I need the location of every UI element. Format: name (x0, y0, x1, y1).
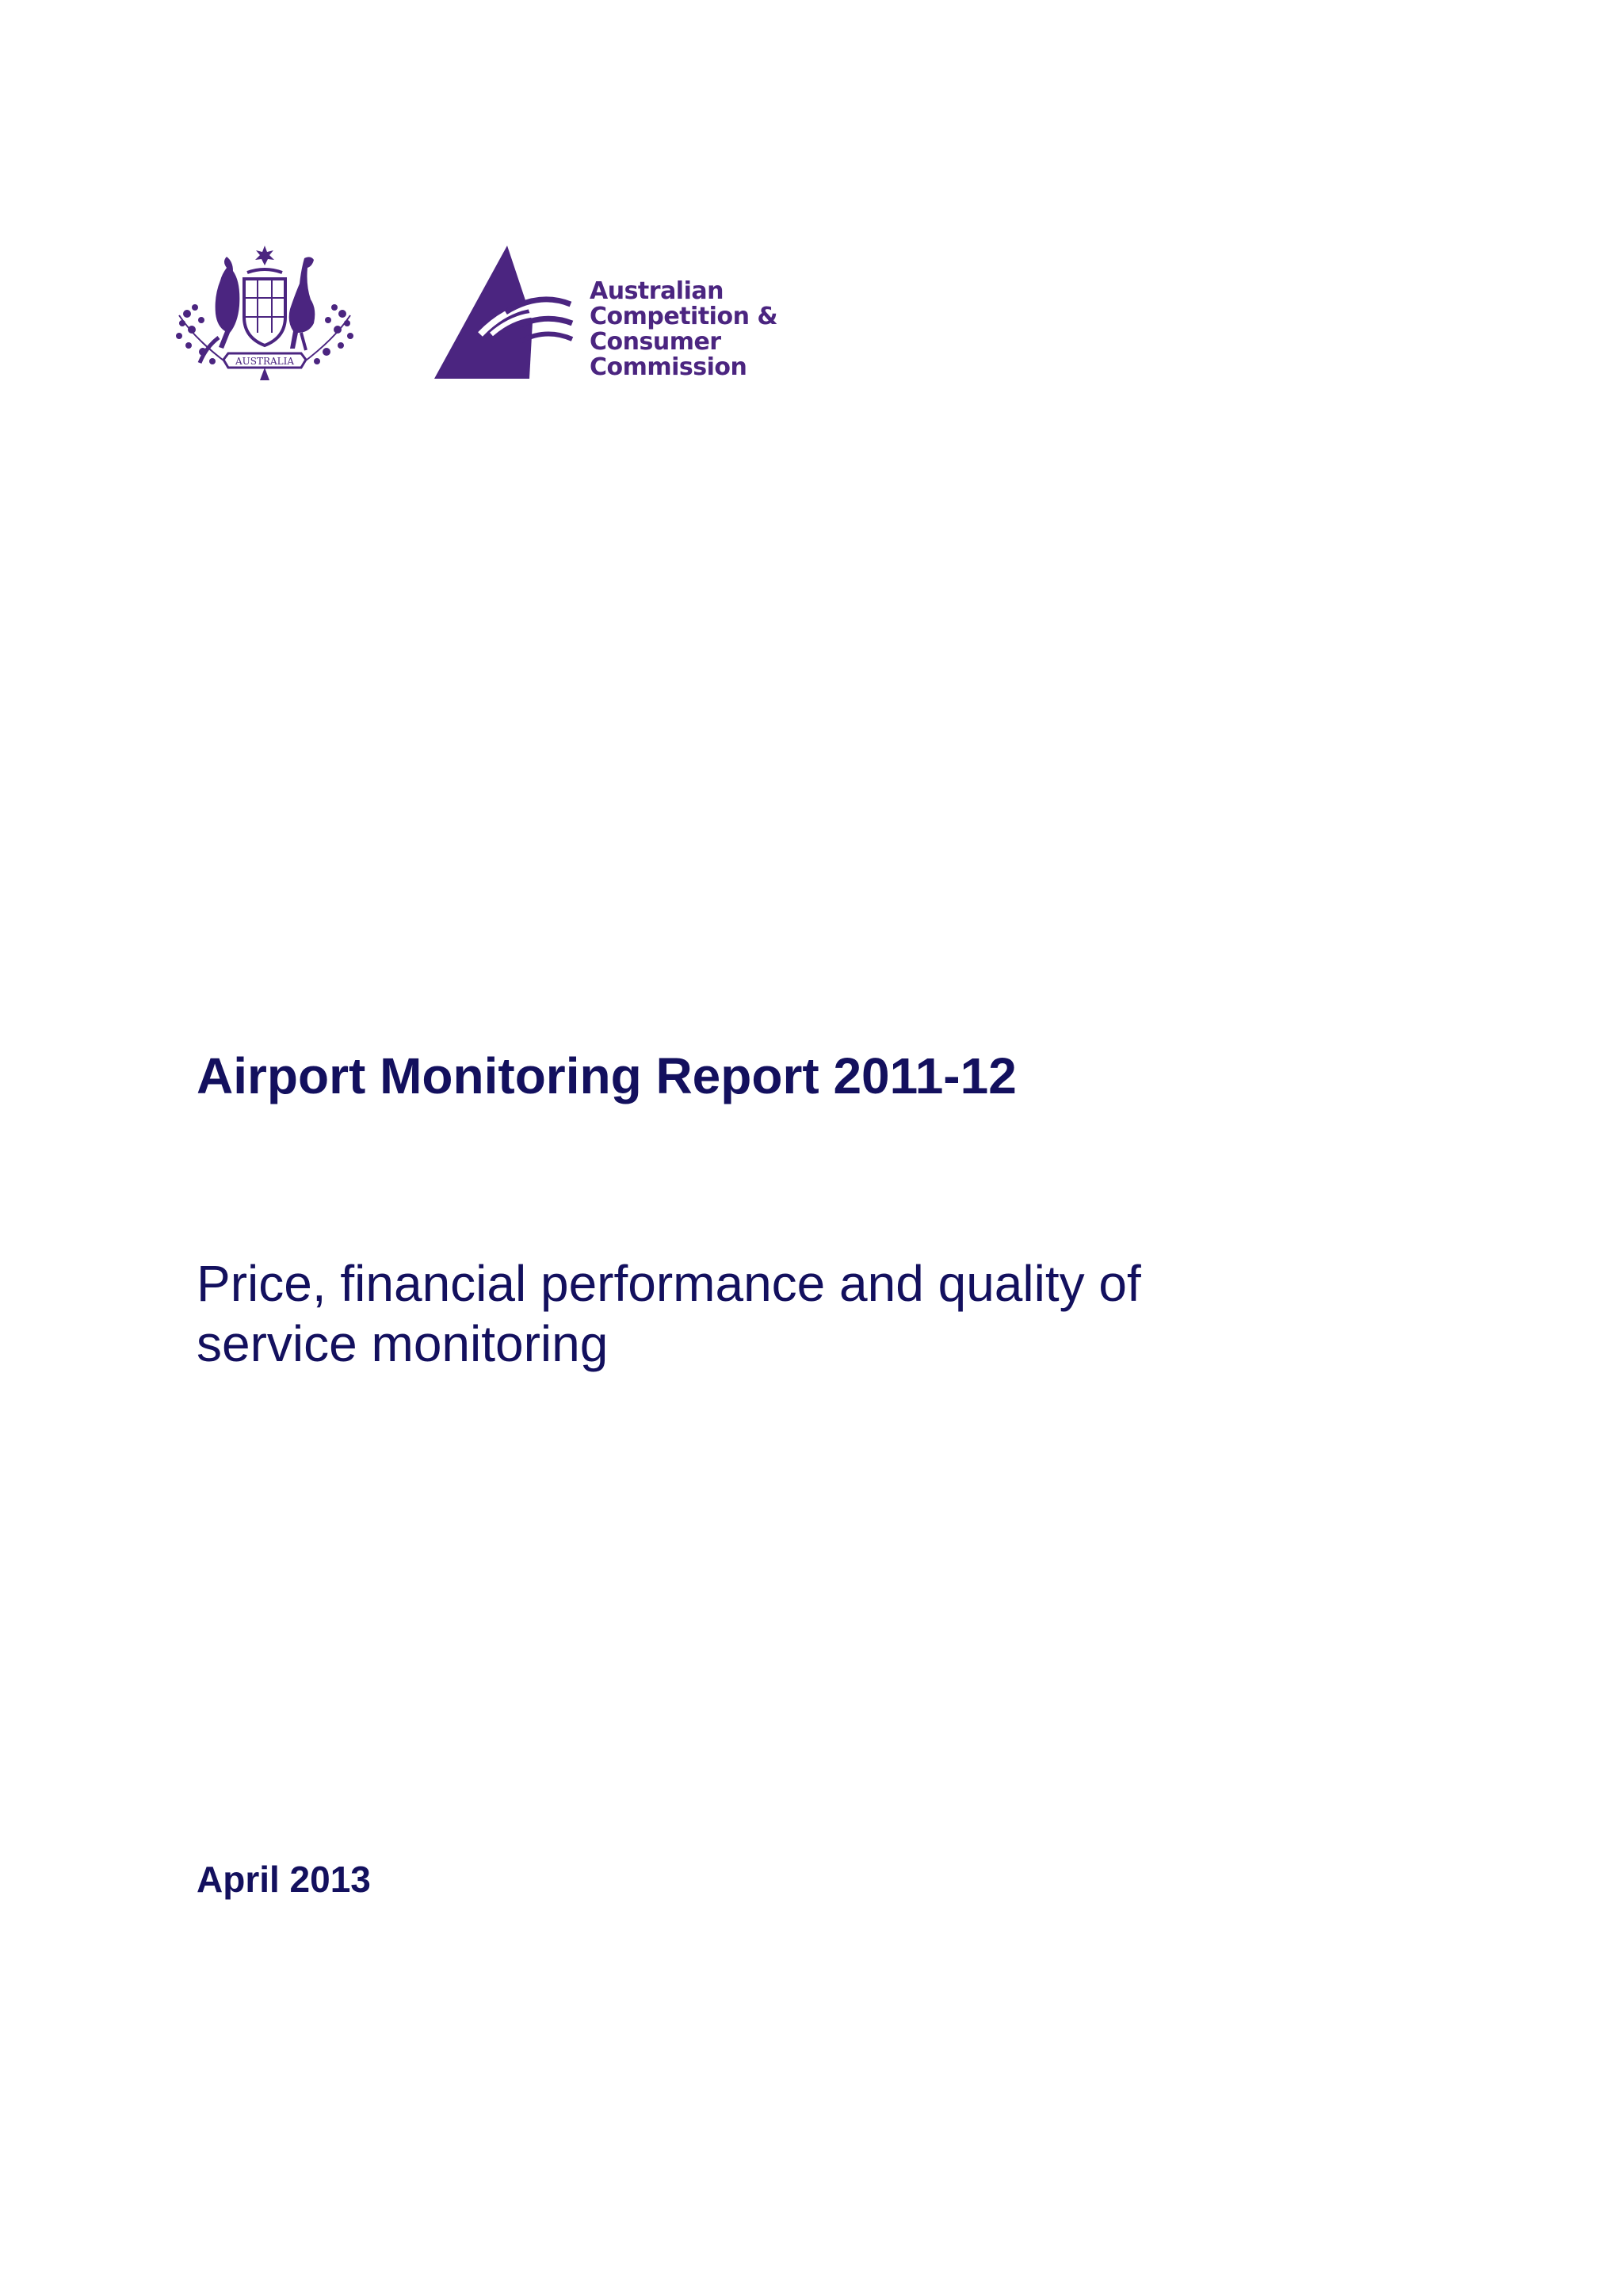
accc-wordmark-line: Australian (590, 277, 724, 305)
accc-wordmark-line: Commission (590, 353, 747, 381)
coat-of-arms-scroll-text: AUSTRALIA (235, 356, 295, 367)
report-subtitle-line: service monitoring (197, 1315, 609, 1372)
accc-wordmark (590, 279, 777, 380)
accc-wordmark-line: Consumer (590, 328, 721, 356)
coat-of-arms-logo (171, 244, 358, 383)
report-subtitle (197, 1253, 1306, 1374)
accc-wordmark-line: Competition & (590, 303, 778, 330)
report-title: Airport Monitoring Report 2011-12 (197, 1047, 1017, 1104)
publication-date: April 2013 (197, 1859, 371, 1900)
accc-logo-mark (434, 246, 574, 380)
report-subtitle-line: Price, financial performance and quality of (197, 1255, 1141, 1312)
